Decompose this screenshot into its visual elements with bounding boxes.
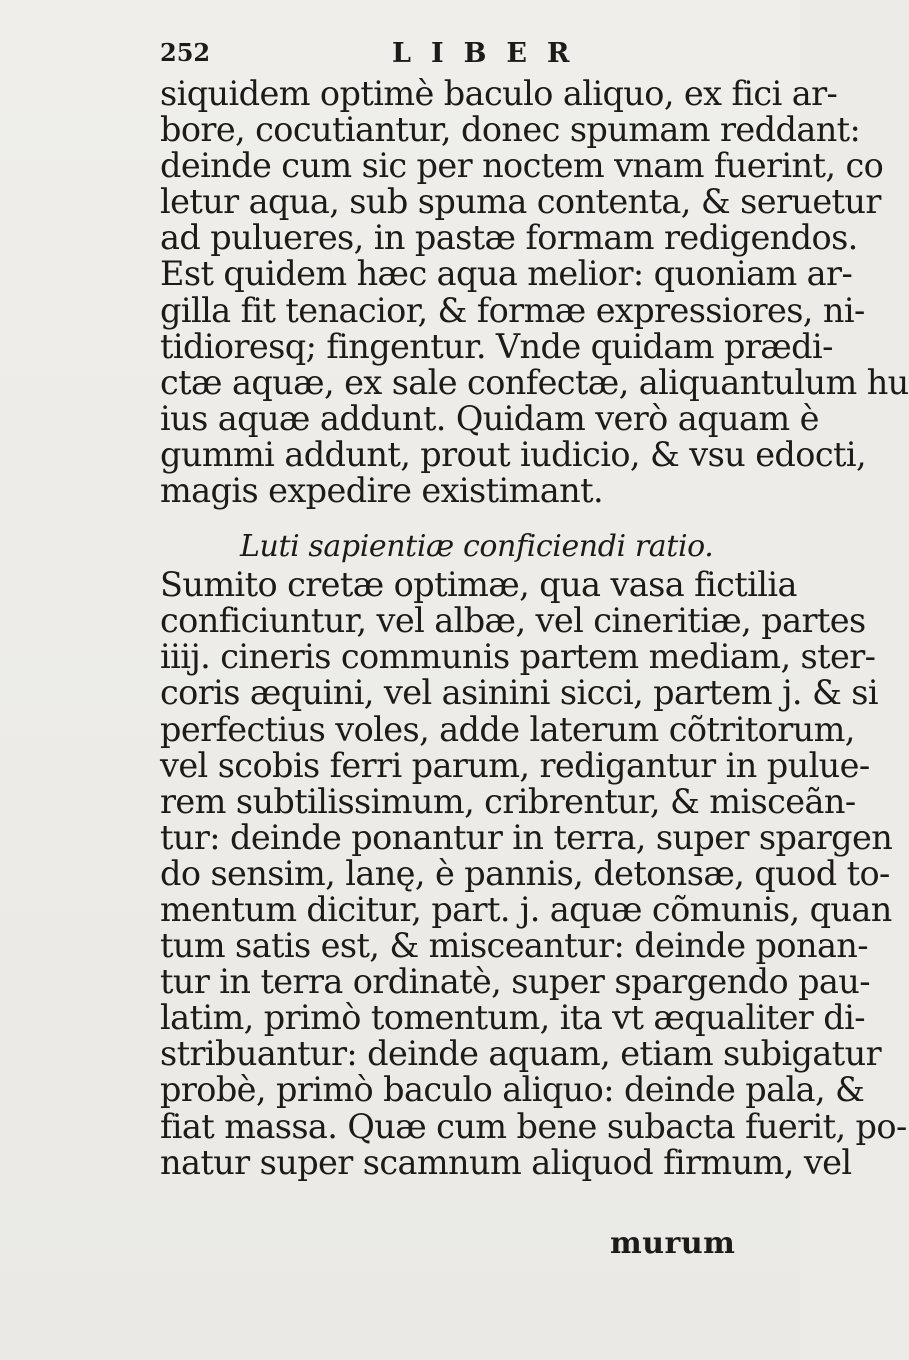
text-line: gilla fit tenacior, & formæ expressiores, ni- <box>160 290 865 330</box>
page-number: 252 <box>160 38 211 67</box>
text-line: tur: deinde ponantur in terra, super spargen <box>160 817 893 857</box>
text-line: Est quidem hæc aqua melior: quoniam ar- <box>160 254 853 294</box>
text-line: natur super scamnum aliquod firmum, vel <box>160 1142 852 1182</box>
text-line: gummi addunt, prout iudicio, & vsu edocti, <box>160 434 867 474</box>
text-line: tum satis est, & misceantur: deinde ponan- <box>160 926 869 966</box>
running-head: LIBER <box>392 38 590 69</box>
text-line: tur in terra ordinatè, super spargendo pau- <box>160 962 870 1002</box>
text-line: coris æquini, vel asinini sicci, partem j. & si <box>160 673 878 713</box>
text-line: ius aquæ addunt. Quidam verò aquam è <box>160 398 819 438</box>
text-line: rem subtilissimum, cribrentur, & misceãn- <box>160 781 856 821</box>
text-line: perfectius voles, adde laterum cõtritorum, <box>160 709 855 749</box>
text-line: conficiuntur, vel albæ, vel cineritiæ, partes <box>160 601 866 641</box>
text-line: siquidem optimè baculo aliquo, ex fici ar- <box>160 74 838 113</box>
text-line: do sensim, lanę, è pannis, detonsæ, quod to- <box>160 853 890 893</box>
section-title: Luti sapientiæ conficiendi ratio. <box>240 529 714 565</box>
text-line: ctæ aquæ, ex sale confectæ, aliquantulum hu <box>160 362 909 402</box>
paragraph-1 <box>160 74 909 511</box>
text-line: latim, primò tomentum, ita vt æqualiter di- <box>160 998 865 1038</box>
page-header <box>160 38 720 78</box>
text-line: iiij. cineris communis partem mediam, ster- <box>160 637 876 677</box>
text-line: probè, primò baculo aliquo: deinde pala, & <box>160 1070 865 1110</box>
text-line: mentum dicitur, part. j. aquæ cõmunis, quan <box>160 889 892 929</box>
text-line: Sumito cretæ optimæ, qua vasa fictilia <box>160 565 797 605</box>
text-line: stribuantur: deinde aquam, etiam subigatur <box>160 1034 882 1074</box>
text-line: ad pulueres, in pastæ formam redigendos. <box>160 218 858 258</box>
text-line: letur aqua, sub spuma contenta, & seruetur <box>160 182 881 222</box>
paragraph-2 <box>160 565 907 1182</box>
text-line: fiat massa. Quæ cum bene subacta fuerit, po- <box>160 1106 907 1146</box>
text-line: vel scobis ferri parum, redigantur in pulue- <box>160 745 870 785</box>
text-line: bore, cocutiantur, donec spumam reddant: <box>160 110 861 150</box>
text-line: deinde cum sic per noctem vnam fuerint, co <box>160 146 884 186</box>
text-line: tidioresq; fingentur. Vnde quidam prædi- <box>160 326 833 366</box>
catchword: murum <box>610 1226 736 1261</box>
text-block <box>160 74 909 1182</box>
text-line: magis expedire existimant. <box>160 471 603 511</box>
